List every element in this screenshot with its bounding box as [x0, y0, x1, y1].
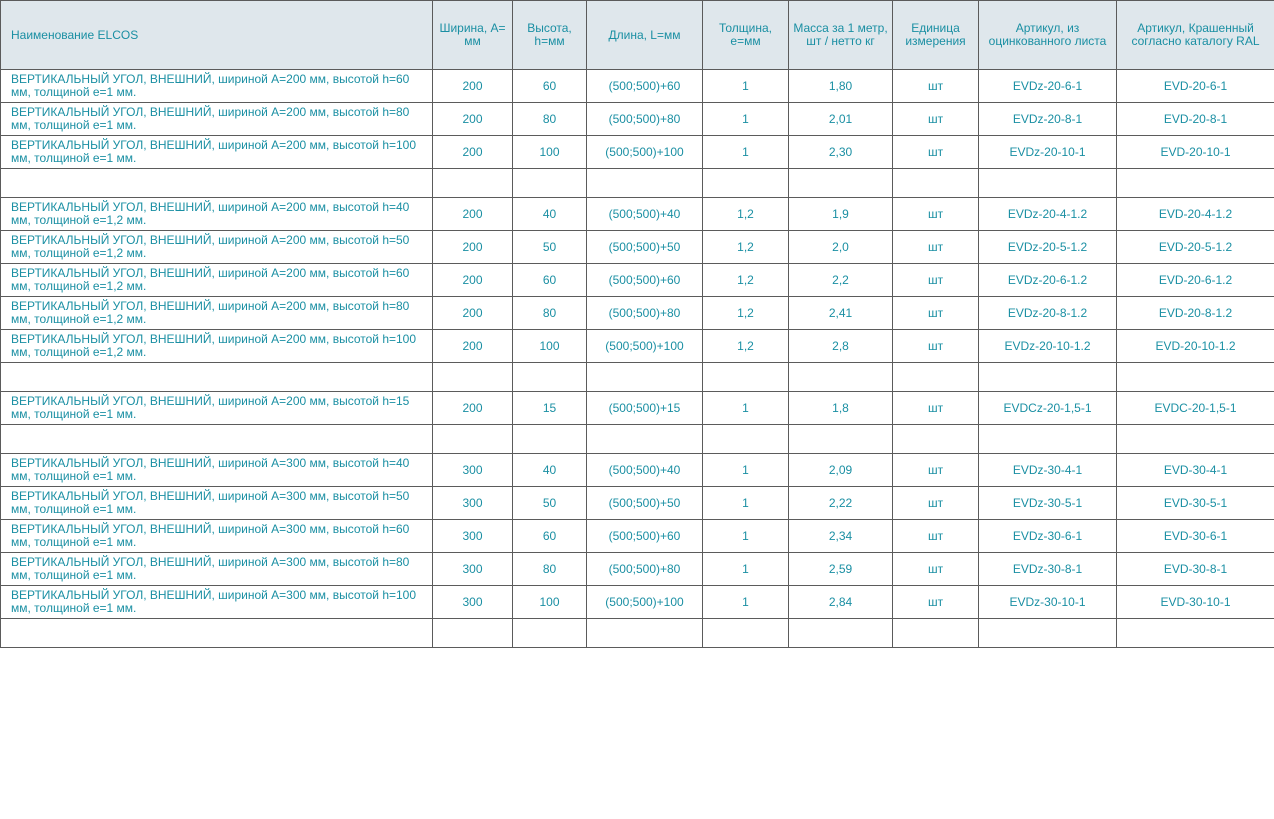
- cell-height: 60: [513, 264, 587, 297]
- cell-sku-painted: EVD-20-5-1.2: [1117, 231, 1274, 264]
- cell-mass: 2,01: [789, 103, 893, 136]
- cell-name: ВЕРТИКАЛЬНЫЙ УГОЛ, ВНЕШНИЙ, шириной A=300 мм, высотой h=60 мм, толщиной e=1 мм.: [1, 520, 433, 553]
- cell-width: [433, 619, 513, 648]
- cell-length: (500;500)+100: [587, 330, 703, 363]
- cell-unit: [893, 169, 979, 198]
- cell-length: (500;500)+80: [587, 297, 703, 330]
- cell-name: ВЕРТИКАЛЬНЫЙ УГОЛ, ВНЕШНИЙ, шириной A=200 мм, высотой h=80 мм, толщиной e=1,2 мм.: [1, 297, 433, 330]
- cell-width: [433, 363, 513, 392]
- cell-unit: шт: [893, 487, 979, 520]
- cell-width: 200: [433, 297, 513, 330]
- cell-width: 200: [433, 136, 513, 169]
- cell-width: [433, 169, 513, 198]
- cell-unit: шт: [893, 553, 979, 586]
- cell-name: ВЕРТИКАЛЬНЫЙ УГОЛ, ВНЕШНИЙ, шириной A=200 мм, высотой h=40 мм, толщиной e=1,2 мм.: [1, 198, 433, 231]
- cell-thickness: [703, 169, 789, 198]
- cell-name: [1, 169, 433, 198]
- cell-thickness: 1,2: [703, 264, 789, 297]
- cell-name: ВЕРТИКАЛЬНЫЙ УГОЛ, ВНЕШНИЙ, шириной A=300 мм, высотой h=100 мм, толщиной e=1 мм.: [1, 586, 433, 619]
- cell-name: ВЕРТИКАЛЬНЫЙ УГОЛ, ВНЕШНИЙ, шириной A=200 мм, высотой h=60 мм, толщиной e=1 мм.: [1, 70, 433, 103]
- table-body: [1, 70, 1274, 648]
- cell-sku-painted: EVD-30-10-1: [1117, 586, 1274, 619]
- cell-thickness: 1: [703, 392, 789, 425]
- cell-sku-galvanized: [979, 169, 1117, 198]
- cell-name: ВЕРТИКАЛЬНЫЙ УГОЛ, ВНЕШНИЙ, шириной A=200 мм, высотой h=100 мм, толщиной e=1,2 мм.: [1, 330, 433, 363]
- cell-sku-galvanized: EVDz-20-5-1.2: [979, 231, 1117, 264]
- cell-mass: 1,9: [789, 198, 893, 231]
- cell-name: ВЕРТИКАЛЬНЫЙ УГОЛ, ВНЕШНИЙ, шириной A=200 мм, высотой h=50 мм, толщиной e=1,2 мм.: [1, 231, 433, 264]
- cell-height: 100: [513, 586, 587, 619]
- cell-thickness: 1: [703, 103, 789, 136]
- cell-thickness: 1: [703, 487, 789, 520]
- cell-name: [1, 363, 433, 392]
- cell-sku-painted: [1117, 619, 1274, 648]
- header-width: Ширина, A= мм: [433, 1, 513, 70]
- table-row: [1, 264, 1274, 297]
- cell-width: 300: [433, 520, 513, 553]
- cell-mass: 2,59: [789, 553, 893, 586]
- cell-thickness: 1,2: [703, 231, 789, 264]
- cell-mass: 2,34: [789, 520, 893, 553]
- cell-height: [513, 425, 587, 454]
- cell-height: [513, 363, 587, 392]
- header-length: Длина, L=мм: [587, 1, 703, 70]
- table-row: [1, 487, 1274, 520]
- spacer-row: [1, 363, 1274, 392]
- cell-height: 80: [513, 103, 587, 136]
- cell-sku-painted: EVD-20-10-1.2: [1117, 330, 1274, 363]
- cell-width: 200: [433, 231, 513, 264]
- cell-unit: шт: [893, 198, 979, 231]
- cell-height: 100: [513, 330, 587, 363]
- cell-sku-galvanized: EVDz-20-6-1: [979, 70, 1117, 103]
- cell-mass: [789, 169, 893, 198]
- cell-unit: шт: [893, 520, 979, 553]
- cell-name: ВЕРТИКАЛЬНЫЙ УГОЛ, ВНЕШНИЙ, шириной A=300 мм, высотой h=50 мм, толщиной e=1 мм.: [1, 487, 433, 520]
- cell-unit: шт: [893, 297, 979, 330]
- cell-unit: шт: [893, 70, 979, 103]
- cell-name: ВЕРТИКАЛЬНЫЙ УГОЛ, ВНЕШНИЙ, шириной A=200 мм, высотой h=100 мм, толщиной e=1 мм.: [1, 136, 433, 169]
- cell-unit: [893, 363, 979, 392]
- cell-unit: шт: [893, 330, 979, 363]
- cell-length: (500;500)+60: [587, 264, 703, 297]
- cell-sku-galvanized: [979, 619, 1117, 648]
- cell-unit: [893, 619, 979, 648]
- cell-thickness: 1: [703, 553, 789, 586]
- cell-sku-galvanized: [979, 363, 1117, 392]
- header-thickness: Толщина, e=мм: [703, 1, 789, 70]
- cell-height: 15: [513, 392, 587, 425]
- cell-length: (500;500)+50: [587, 487, 703, 520]
- cell-unit: шт: [893, 103, 979, 136]
- cell-sku-galvanized: EVDCz-20-1,5-1: [979, 392, 1117, 425]
- cell-sku-painted: EVD-20-6-1: [1117, 70, 1274, 103]
- cell-width: 300: [433, 487, 513, 520]
- cell-length: (500;500)+40: [587, 198, 703, 231]
- cell-length: [587, 363, 703, 392]
- cell-name: ВЕРТИКАЛЬНЫЙ УГОЛ, ВНЕШНИЙ, шириной A=300 мм, высотой h=40 мм, толщиной e=1 мм.: [1, 454, 433, 487]
- cell-width: 300: [433, 454, 513, 487]
- cell-width: [433, 425, 513, 454]
- cell-name: ВЕРТИКАЛЬНЫЙ УГОЛ, ВНЕШНИЙ, шириной A=200 мм, высотой h=60 мм, толщиной e=1,2 мм.: [1, 264, 433, 297]
- header-height: Высота, h=мм: [513, 1, 587, 70]
- cell-mass: 2,09: [789, 454, 893, 487]
- cell-mass: 2,0: [789, 231, 893, 264]
- cell-mass: 2,2: [789, 264, 893, 297]
- cell-sku-galvanized: EVDz-30-5-1: [979, 487, 1117, 520]
- table-row: [1, 454, 1274, 487]
- cell-width: 300: [433, 553, 513, 586]
- cell-width: 200: [433, 198, 513, 231]
- cell-sku-painted: EVD-20-6-1.2: [1117, 264, 1274, 297]
- cell-height: 60: [513, 70, 587, 103]
- cell-length: [587, 425, 703, 454]
- table-row: [1, 520, 1274, 553]
- cell-name: [1, 425, 433, 454]
- table-row: [1, 297, 1274, 330]
- cell-sku-painted: [1117, 425, 1274, 454]
- cell-height: 100: [513, 136, 587, 169]
- cell-length: [587, 619, 703, 648]
- cell-height: 50: [513, 487, 587, 520]
- cell-name: ВЕРТИКАЛЬНЫЙ УГОЛ, ВНЕШНИЙ, шириной A=200 мм, высотой h=15 мм, толщиной e=1 мм.: [1, 392, 433, 425]
- spacer-row: [1, 619, 1274, 648]
- cell-width: 300: [433, 586, 513, 619]
- cell-length: (500;500)+60: [587, 520, 703, 553]
- cell-height: 50: [513, 231, 587, 264]
- cell-sku-galvanized: EVDz-20-4-1.2: [979, 198, 1117, 231]
- cell-mass: 2,41: [789, 297, 893, 330]
- cell-width: 200: [433, 103, 513, 136]
- table-row: [1, 70, 1274, 103]
- header-name: Наименование ELCOS: [1, 1, 433, 70]
- cell-length: (500;500)+100: [587, 136, 703, 169]
- cell-length: (500;500)+100: [587, 586, 703, 619]
- cell-sku-galvanized: EVDz-30-10-1: [979, 586, 1117, 619]
- cell-thickness: 1: [703, 454, 789, 487]
- cell-sku-galvanized: EVDz-30-6-1: [979, 520, 1117, 553]
- cell-name: ВЕРТИКАЛЬНЫЙ УГОЛ, ВНЕШНИЙ, шириной A=300 мм, высотой h=80 мм, толщиной e=1 мм.: [1, 553, 433, 586]
- cell-thickness: 1: [703, 520, 789, 553]
- table-row: [1, 392, 1274, 425]
- table-row: [1, 553, 1274, 586]
- cell-width: 200: [433, 330, 513, 363]
- cell-mass: 2,22: [789, 487, 893, 520]
- cell-height: 40: [513, 454, 587, 487]
- cell-height: [513, 169, 587, 198]
- table-header: [1, 1, 1274, 70]
- table-row: [1, 103, 1274, 136]
- cell-height: 60: [513, 520, 587, 553]
- cell-length: [587, 169, 703, 198]
- cell-sku-galvanized: EVDz-20-8-1: [979, 103, 1117, 136]
- cell-height: 40: [513, 198, 587, 231]
- cell-sku-painted: EVDC-20-1,5-1: [1117, 392, 1274, 425]
- cell-sku-painted: EVD-30-4-1: [1117, 454, 1274, 487]
- cell-sku-galvanized: EVDz-30-4-1: [979, 454, 1117, 487]
- cell-sku-galvanized: EVDz-30-8-1: [979, 553, 1117, 586]
- cell-unit: шт: [893, 231, 979, 264]
- table-row: [1, 330, 1274, 363]
- spacer-row: [1, 425, 1274, 454]
- cell-unit: шт: [893, 136, 979, 169]
- cell-unit: шт: [893, 586, 979, 619]
- cell-sku-galvanized: EVDz-20-8-1.2: [979, 297, 1117, 330]
- cell-sku-painted: EVD-20-8-1.2: [1117, 297, 1274, 330]
- cell-width: 200: [433, 70, 513, 103]
- cell-sku-painted: EVD-30-8-1: [1117, 553, 1274, 586]
- cell-sku-galvanized: EVDz-20-6-1.2: [979, 264, 1117, 297]
- cell-sku-painted: EVD-20-4-1.2: [1117, 198, 1274, 231]
- cell-mass: [789, 363, 893, 392]
- cell-height: 80: [513, 553, 587, 586]
- cell-name: ВЕРТИКАЛЬНЫЙ УГОЛ, ВНЕШНИЙ, шириной A=200 мм, высотой h=80 мм, толщиной e=1 мм.: [1, 103, 433, 136]
- cell-thickness: 1: [703, 70, 789, 103]
- cell-length: (500;500)+60: [587, 70, 703, 103]
- cell-length: (500;500)+40: [587, 454, 703, 487]
- cell-height: 80: [513, 297, 587, 330]
- cell-mass: [789, 425, 893, 454]
- cell-sku-painted: [1117, 363, 1274, 392]
- cell-unit: [893, 425, 979, 454]
- cell-width: 200: [433, 264, 513, 297]
- cell-mass: 2,30: [789, 136, 893, 169]
- header-row: [1, 1, 1274, 70]
- cell-unit: шт: [893, 454, 979, 487]
- header-sku-galvanized: Артикул, из оцинкованного листа: [979, 1, 1117, 70]
- cell-sku-painted: EVD-30-5-1: [1117, 487, 1274, 520]
- cell-thickness: [703, 425, 789, 454]
- cell-sku-painted: EVD-30-6-1: [1117, 520, 1274, 553]
- cell-length: (500;500)+50: [587, 231, 703, 264]
- cell-thickness: [703, 363, 789, 392]
- cell-thickness: 1,2: [703, 330, 789, 363]
- cell-sku-painted: EVD-20-8-1: [1117, 103, 1274, 136]
- header-sku-painted: Артикул, Крашенный согласно каталогу RAL: [1117, 1, 1274, 70]
- cell-unit: шт: [893, 264, 979, 297]
- cell-mass: 1,8: [789, 392, 893, 425]
- cell-thickness: 1: [703, 586, 789, 619]
- header-unit: Единица измерения: [893, 1, 979, 70]
- cell-unit: шт: [893, 392, 979, 425]
- table-row: [1, 136, 1274, 169]
- table-row: [1, 198, 1274, 231]
- cell-length: (500;500)+15: [587, 392, 703, 425]
- cell-mass: 1,80: [789, 70, 893, 103]
- cell-sku-galvanized: EVDz-20-10-1.2: [979, 330, 1117, 363]
- cell-width: 200: [433, 392, 513, 425]
- cell-sku-galvanized: EVDz-20-10-1: [979, 136, 1117, 169]
- cell-length: (500;500)+80: [587, 103, 703, 136]
- cell-name: [1, 619, 433, 648]
- cell-sku-galvanized: [979, 425, 1117, 454]
- cell-height: [513, 619, 587, 648]
- cell-thickness: [703, 619, 789, 648]
- cell-thickness: 1,2: [703, 297, 789, 330]
- cell-length: (500;500)+80: [587, 553, 703, 586]
- cell-mass: [789, 619, 893, 648]
- spacer-row: [1, 169, 1274, 198]
- cell-mass: 2,84: [789, 586, 893, 619]
- cell-sku-painted: [1117, 169, 1274, 198]
- cell-thickness: 1,2: [703, 198, 789, 231]
- cell-mass: 2,8: [789, 330, 893, 363]
- cell-sku-painted: EVD-20-10-1: [1117, 136, 1274, 169]
- table-row: [1, 586, 1274, 619]
- header-mass: Масса за 1 метр, шт / нетто кг: [789, 1, 893, 70]
- table-row: [1, 231, 1274, 264]
- cell-thickness: 1: [703, 136, 789, 169]
